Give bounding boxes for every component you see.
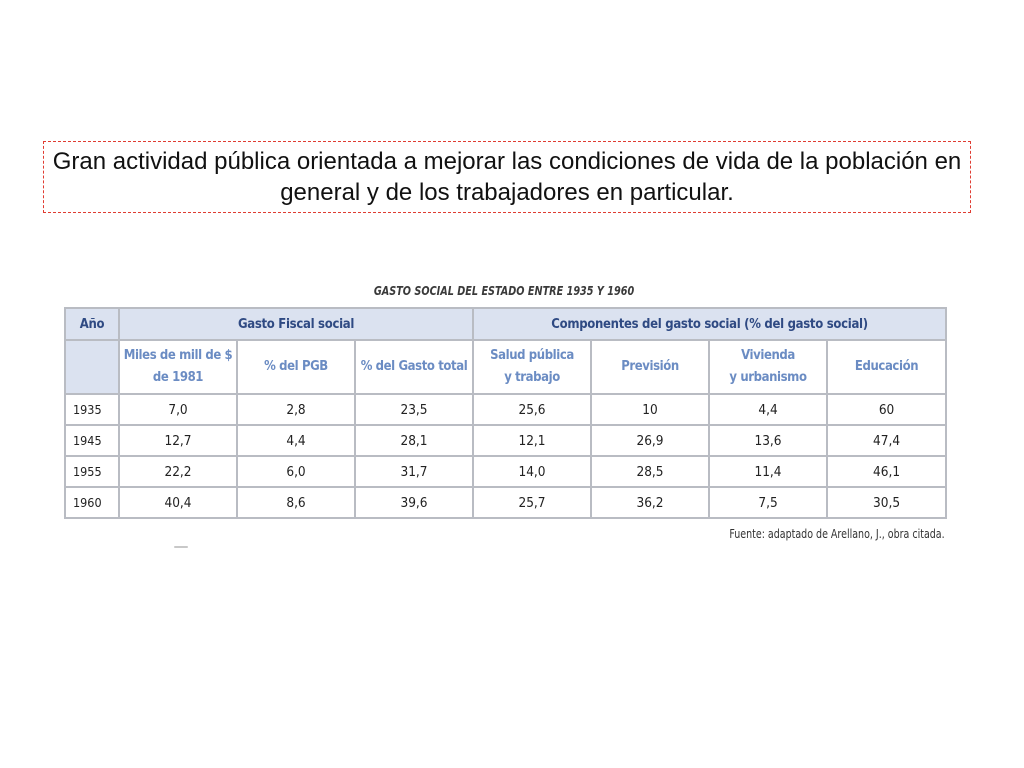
table-cell: 60: [827, 394, 946, 425]
table-row: [65, 487, 946, 518]
header-group-components: Componentes del gasto social (% del gasto social): [473, 308, 946, 340]
table-cell: 22,2: [119, 456, 237, 487]
table-row: [65, 456, 946, 487]
table-cell: 2,8: [237, 394, 355, 425]
table-cell: 36,2: [591, 487, 709, 518]
stray-mark: [174, 546, 188, 548]
subheader-cell: [119, 340, 237, 394]
subheader-line: Salud pública: [490, 348, 574, 363]
table-cell: 4,4: [237, 425, 355, 456]
subheader-cell: [473, 340, 591, 394]
subheader-cell: [591, 340, 709, 394]
subheader-line: % del PGB: [264, 359, 328, 374]
subheader-line: Previsión: [621, 359, 679, 374]
table-cell: 7,0: [119, 394, 237, 425]
social-spending-table: [64, 307, 947, 519]
table-row: [65, 425, 946, 456]
table-cell: 12,7: [119, 425, 237, 456]
header-row-columns: [65, 340, 946, 394]
table-cell: 7,5: [709, 487, 827, 518]
subheader-line: % del Gasto total: [360, 359, 468, 374]
table-cell: 12,1: [473, 425, 591, 456]
table-row: [65, 394, 946, 425]
table-cell: 4,4: [709, 394, 827, 425]
table-cell: 28,5: [591, 456, 709, 487]
subheader-cell: [355, 340, 473, 394]
table-cell: 47,4: [827, 425, 946, 456]
header-group-fiscal: Gasto Fiscal social: [119, 308, 473, 340]
table-cell: 13,6: [709, 425, 827, 456]
table-cell: 26,9: [591, 425, 709, 456]
header-row-groups: [65, 308, 946, 340]
callout-box: [43, 141, 971, 213]
table-cell: 23,5: [355, 394, 473, 425]
cell-year: 1960: [65, 487, 119, 518]
subheader-line: y urbanismo: [729, 370, 807, 385]
table-cell: 10: [591, 394, 709, 425]
subheader-cell: [237, 340, 355, 394]
subheader-line: y trabajo: [504, 370, 560, 385]
table-cell: 25,7: [473, 487, 591, 518]
subheader-line: Miles de mill de $: [123, 348, 233, 363]
table-title: GASTO SOCIAL DEL ESTADO ENTRE 1935 Y 1960: [373, 283, 635, 298]
subheader-line: Educación: [854, 359, 919, 374]
subheader-cell: [827, 340, 946, 394]
table-cell: 39,6: [355, 487, 473, 518]
cell-year: 1955: [65, 456, 119, 487]
header-year: Año: [65, 308, 119, 340]
table-cell: 28,1: [355, 425, 473, 456]
cell-year: 1935: [65, 394, 119, 425]
subheader-cell: [709, 340, 827, 394]
table-cell: 6,0: [237, 456, 355, 487]
table-cell: 11,4: [709, 456, 827, 487]
subheader-line: de 1981: [152, 370, 204, 385]
table-cell: 46,1: [827, 456, 946, 487]
header-year-blank: [65, 340, 119, 394]
source-note: Fuente: adaptado de Arellano, J., obra citada.: [729, 527, 945, 541]
table-cell: 30,5: [827, 487, 946, 518]
table-cell: 14,0: [473, 456, 591, 487]
table-cell: 40,4: [119, 487, 237, 518]
table-cell: 25,6: [473, 394, 591, 425]
callout-text: Gran actividad pública orientada a mejorar las condiciones de vida de la población en general y de los trabajadores en particular.: [52, 148, 962, 206]
table-cell: 8,6: [237, 487, 355, 518]
table-cell: 31,7: [355, 456, 473, 487]
cell-year: 1945: [65, 425, 119, 456]
subheader-line: Vivienda: [741, 348, 795, 363]
